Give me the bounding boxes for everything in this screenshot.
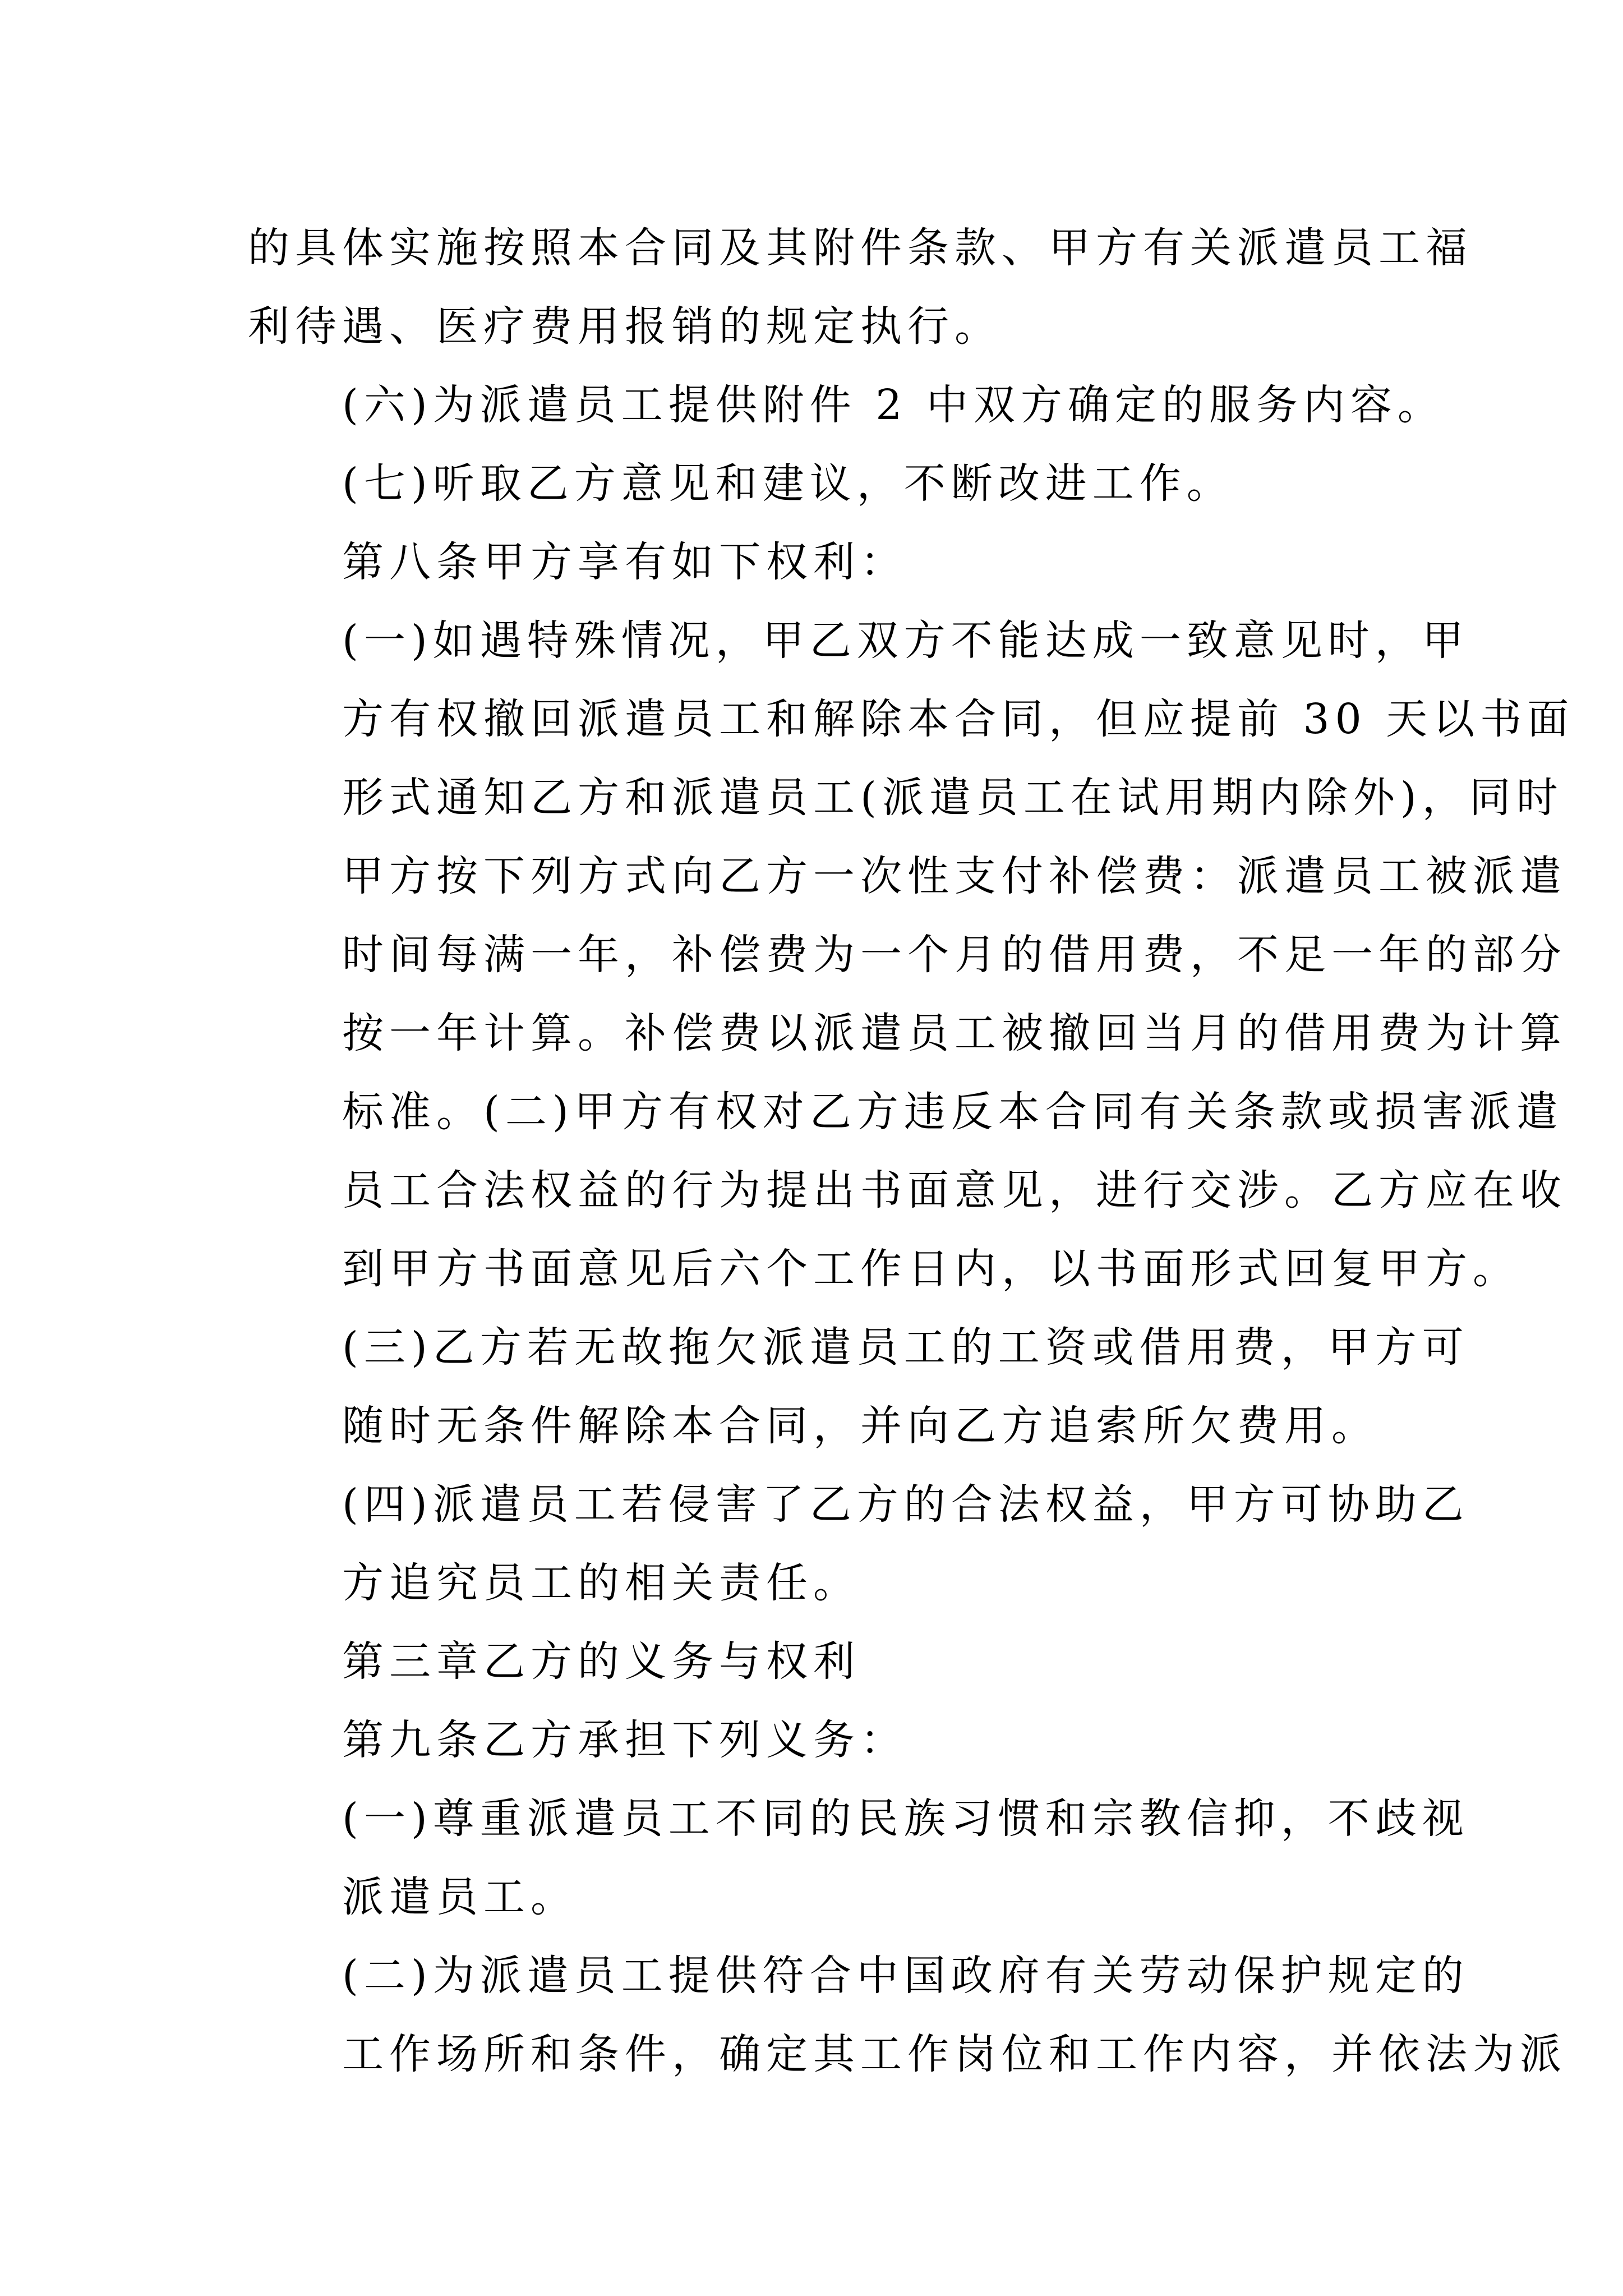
- paragraph: [248, 1779, 1469, 1936]
- text-line: 第九条乙方承担下列义务：: [342, 1716, 907, 1764]
- text-line: 形式通知乙方和派遣员工(派遣员工在试用期内除外)，同时: [342, 774, 1564, 822]
- paragraph: [248, 601, 1575, 1308]
- paragraph: [248, 523, 1381, 601]
- paragraph: [248, 1701, 1381, 1779]
- text-line: (一)尊重派遣员工不同的民族习惯和宗教信抑，不歧视: [342, 1795, 1469, 1843]
- text-line: 第八条甲方享有如下权利：: [342, 538, 907, 586]
- text-line: 员工合法权益的行为提出书面意见，进行交涉。乙方应在收: [342, 1166, 1567, 1214]
- text-line: 甲方按下列方式向乙方一次性支付补偿费：派遣员工被派遣: [342, 852, 1567, 900]
- text-line: (三)乙方若无故拖欠派遣员工的工资或借用费，甲方可: [342, 1323, 1469, 1372]
- text-line: (二)为派遣员工提供符合中国政府有关劳动保护规定的: [342, 1952, 1469, 2000]
- text-line: 随时无条件解除本合同，并向乙方追索所欠费用。: [342, 1402, 1378, 1450]
- paragraph: [248, 1465, 1469, 1622]
- paragraph: [248, 209, 1473, 366]
- text-line: (六)为派遣员工提供附件 2 中双方确定的服务内容。: [342, 381, 1445, 429]
- text-line: (一)如遇特殊情况，甲乙双方不能达成一致意见时，甲: [342, 616, 1469, 665]
- paragraph: [248, 366, 1445, 444]
- text-line: 第三章乙方的义务与权利: [342, 1637, 860, 1686]
- paragraph: [248, 1936, 1567, 2093]
- text-line: 方追究员工的相关责任。: [342, 1559, 860, 1607]
- text-line: 到甲方书面意见后六个工作日内，以书面形式回复甲方。: [342, 1245, 1520, 1293]
- text-line: 的具体实施按照本合同及其附件条款、甲方有关派遣员工福: [248, 224, 1473, 272]
- text-line: 标准。(二)甲方有权对乙方违反本合同有关条款或损害派遣: [342, 1088, 1564, 1136]
- text-line: 按一年计算。补偿费以派遣员工被撤回当月的借用费为计算: [342, 1009, 1567, 1057]
- text-line: (七)听取乙方意见和建议，不断改进工作。: [342, 459, 1234, 508]
- text-line: 时间每满一年，补偿费为一个月的借用费，不足一年的部分: [342, 931, 1567, 979]
- document-body: [248, 209, 1575, 2093]
- text-line: 工作场所和条件，确定其工作岗位和工作内容，并依法为派: [342, 2030, 1567, 2078]
- text-line: 方有权撤回派遣员工和解除本合同，但应提前 30 天以书面: [342, 695, 1575, 743]
- text-line: 派遣员工。: [342, 1873, 578, 1921]
- paragraph: [248, 444, 1381, 523]
- paragraph: [248, 1308, 1469, 1465]
- text-line: 利待遇、医疗费用报销的规定执行。: [248, 302, 1002, 351]
- text-line: (四)派遣员工若侵害了乙方的合法权益，甲方可协助乙: [342, 1480, 1469, 1529]
- paragraph: [248, 1622, 1381, 1701]
